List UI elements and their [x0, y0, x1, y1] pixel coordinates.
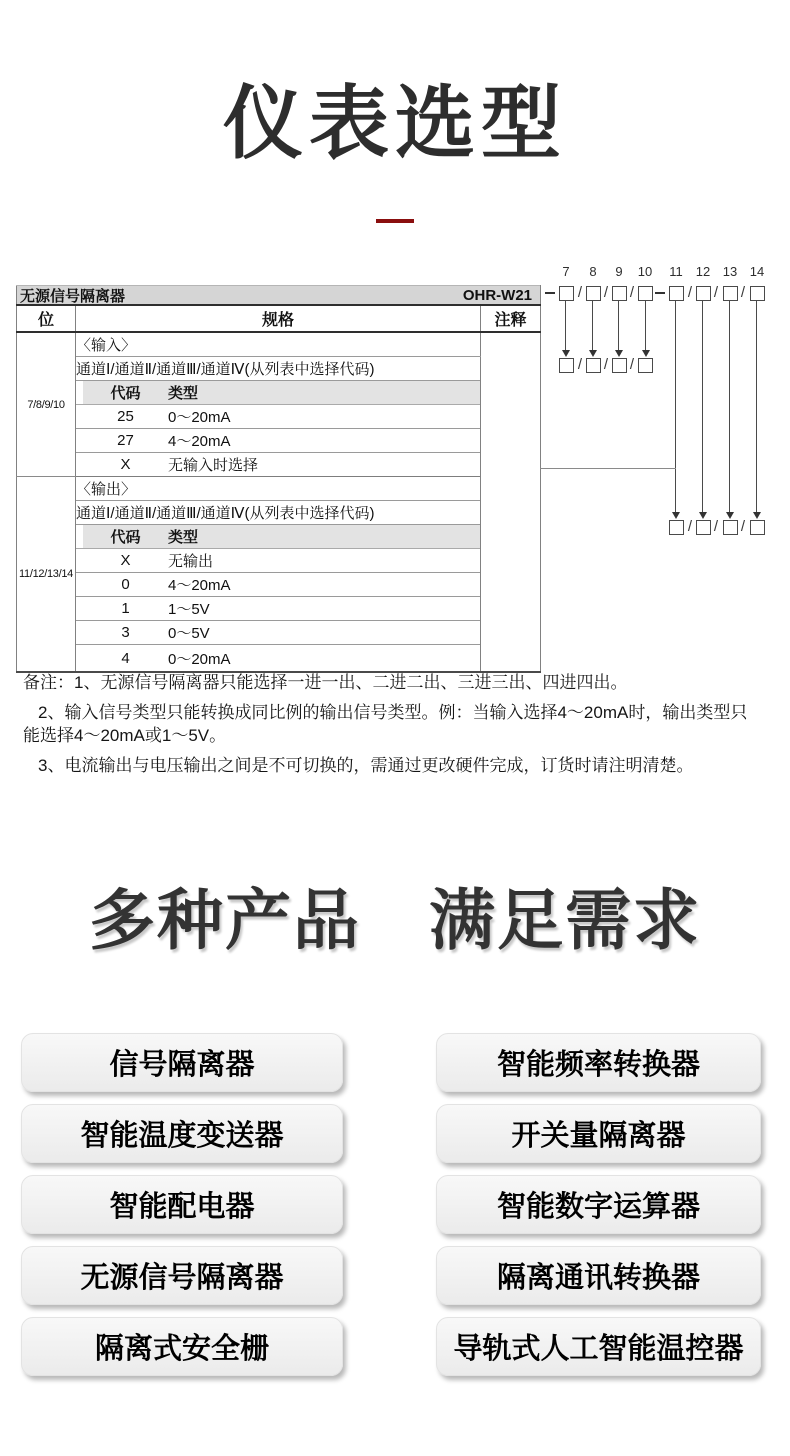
type-header: 类型	[168, 385, 199, 402]
option-type: 无输入时选择	[168, 457, 259, 474]
table-row	[17, 645, 541, 673]
table-row	[17, 357, 541, 381]
code-box	[559, 286, 574, 301]
slash: /	[713, 518, 719, 535]
code-header: 代码	[110, 529, 141, 546]
product-button-signal-isolator[interactable]: 信号隔离器	[21, 1033, 343, 1092]
position-number: 12	[695, 264, 711, 279]
product-button-rail-ai-temp-controller[interactable]: 导轨式人工智能温控器	[436, 1317, 761, 1376]
slash: /	[603, 284, 609, 301]
column-header-bit: 位	[17, 305, 76, 332]
slash: /	[713, 284, 719, 301]
page-title: 仪表选型	[223, 79, 567, 168]
slash: /	[603, 356, 609, 373]
option-code: 3	[121, 624, 130, 641]
slash: /	[577, 284, 583, 301]
arrowhead-icon	[615, 350, 623, 357]
table-row	[17, 501, 541, 525]
arrowhead-icon	[672, 512, 680, 519]
input-select-box	[612, 358, 627, 373]
position-number: 8	[589, 264, 597, 279]
dash	[655, 292, 665, 294]
output-select-box	[750, 520, 765, 535]
section-connector-line	[540, 468, 676, 469]
channel-label-output: 通道Ⅰ/通道Ⅱ/通道Ⅲ/通道Ⅳ(从列表中选择代码)	[76, 501, 481, 525]
table-row	[17, 381, 541, 405]
code-box	[669, 286, 684, 301]
group-label-output: 〈输出〉	[76, 477, 481, 501]
dash	[545, 292, 555, 294]
table-title-row	[17, 286, 541, 306]
code-box	[723, 286, 738, 301]
input-select-box	[586, 358, 601, 373]
column-header-spec: 规格	[76, 305, 481, 332]
table-row	[17, 429, 541, 453]
position-number: 7	[562, 264, 570, 279]
slash: /	[687, 284, 693, 301]
output-select-box	[669, 520, 684, 535]
position-number: 14	[749, 264, 765, 279]
option-type: 0～20mA	[168, 650, 231, 668]
selection-table	[16, 285, 541, 673]
notes	[23, 671, 763, 784]
output-select-box	[696, 520, 711, 535]
product-button-switch-isolator[interactable]: 开关量隔离器	[436, 1104, 761, 1163]
table-header-row	[17, 305, 541, 332]
input-select-box	[638, 358, 653, 373]
table-row	[17, 477, 541, 501]
position-number: 11	[669, 264, 683, 279]
option-code: X	[120, 552, 131, 569]
code-header: 代码	[110, 385, 141, 402]
section-heading: 多种产品 满足需求	[89, 883, 701, 957]
option-type: 4～20mA	[168, 577, 231, 594]
table-row	[17, 453, 541, 477]
arrow-line	[645, 300, 646, 350]
slash: /	[687, 518, 693, 535]
arrowhead-icon	[726, 512, 734, 519]
product-name: 无源信号隔离器	[20, 287, 126, 305]
product-button-safety-barrier[interactable]: 隔离式安全栅	[21, 1317, 343, 1376]
slash: /	[740, 284, 746, 301]
title-divider	[376, 219, 414, 223]
arrow-line	[729, 300, 730, 512]
arrow-line	[618, 300, 619, 350]
table-row	[17, 573, 541, 597]
code-box	[612, 286, 627, 301]
table-row	[17, 332, 541, 357]
slash: /	[577, 356, 583, 373]
option-code: 27	[117, 432, 134, 449]
position-number: 10	[637, 264, 653, 279]
note-item: 备注：1、无源信号隔离器只能选择一进一出、二进二出、三进三出、四进四出。	[23, 673, 628, 692]
arrowhead-icon	[562, 350, 570, 357]
slash: /	[629, 356, 635, 373]
arrowhead-icon	[642, 350, 650, 357]
channel-label-input: 通道Ⅰ/通道Ⅱ/通道Ⅲ/通道Ⅳ(从列表中选择代码)	[76, 357, 481, 381]
arrowhead-icon	[699, 512, 707, 519]
product-button-temperature-transmitter[interactable]: 智能温度变送器	[21, 1104, 343, 1163]
table-row	[17, 405, 541, 429]
subheader-input	[83, 381, 480, 404]
slash: /	[629, 284, 635, 301]
option-type: 4～20mA	[168, 433, 231, 450]
input-select-box	[559, 358, 574, 373]
product-button-digital-calculator[interactable]: 智能数字运算器	[436, 1175, 761, 1234]
option-type: 0～20mA	[168, 409, 231, 426]
code-box	[696, 286, 711, 301]
position-number: 13	[722, 264, 738, 279]
note-cell	[481, 332, 541, 672]
bits-output: 11/12/13/14	[17, 477, 76, 673]
slash: /	[740, 518, 746, 535]
arrowhead-icon	[589, 350, 597, 357]
group-label-input: 〈输入〉	[76, 332, 481, 357]
code-box	[638, 286, 653, 301]
arrow-line	[702, 300, 703, 512]
option-type: 0～5V	[168, 625, 210, 642]
option-code: X	[120, 456, 131, 473]
product-button-distributor[interactable]: 智能配电器	[21, 1175, 343, 1234]
option-type: 1～5V	[168, 601, 210, 618]
product-button-passive-signal-isolator[interactable]: 无源信号隔离器	[21, 1246, 343, 1305]
product-button-grid	[21, 1033, 761, 1376]
model-code: OHR-W21	[462, 286, 532, 304]
option-code: 4	[121, 649, 130, 667]
option-code: 25	[117, 408, 134, 425]
option-type: 无输出	[168, 553, 214, 570]
arrow-line	[592, 300, 593, 350]
note-item: 3、电流输出与电压输出之间是不可切换的，需通过更改硬件完成，订货时请注明清楚。	[38, 756, 694, 775]
table-row	[17, 525, 541, 549]
arrow-line	[756, 300, 757, 512]
option-code: 0	[121, 576, 130, 593]
bits-input: 7/8/9/10	[17, 332, 76, 477]
arrowhead-icon	[753, 512, 761, 519]
arrow-line	[675, 300, 676, 512]
code-box	[750, 286, 765, 301]
product-button-isolated-comm-converter[interactable]: 隔离通讯转换器	[436, 1246, 761, 1305]
note-item: 2、输入信号类型只能转换成同比例的输出信号类型。例：当输入选择4～20mA时，输出类型只能选择4～20mA或1～5V。	[23, 703, 748, 745]
table-row	[17, 621, 541, 645]
type-header: 类型	[168, 529, 199, 546]
arrow-line	[565, 300, 566, 350]
table-row	[17, 549, 541, 573]
table-row	[17, 597, 541, 621]
position-number: 9	[615, 264, 623, 279]
output-select-box	[723, 520, 738, 535]
code-box	[586, 286, 601, 301]
column-header-note: 注释	[481, 305, 541, 332]
subheader-output	[83, 525, 480, 548]
product-button-frequency-converter[interactable]: 智能频率转换器	[436, 1033, 761, 1092]
option-code: 1	[121, 600, 130, 617]
